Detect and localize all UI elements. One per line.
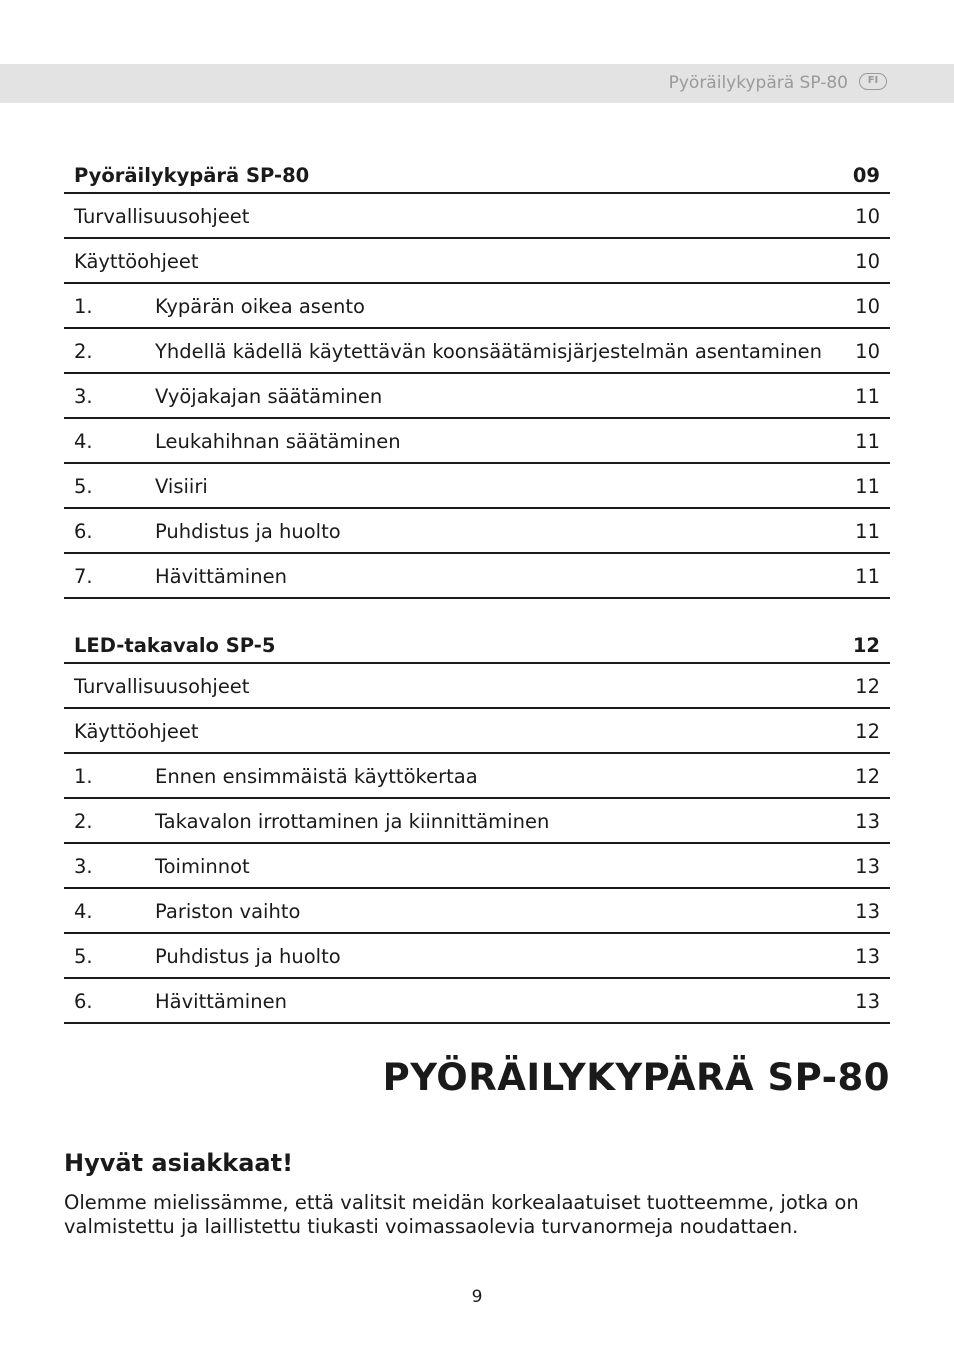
toc-entry[interactable] [64,509,890,554]
toc-entry-number: 7. [74,565,93,588]
toc-entry-title: Leukahihnan säätäminen [155,430,401,453]
toc-entry-title: Pariston vaihto [155,900,301,923]
toc-section-heading[interactable] [64,160,890,194]
greeting-heading: Hyvät asiakkaat! [64,1149,294,1177]
page-title: PYÖRÄILYKYPÄRÄ SP-80 [382,1056,890,1099]
toc-entry[interactable] [64,754,890,799]
toc-entry[interactable] [64,934,890,979]
toc-entry-title: Turvallisuusohjeet [74,675,250,698]
toc-entry-title: Kypärän oikea asento [155,295,365,318]
toc-entry-title: Hävittäminen [155,990,287,1013]
language-badge: FI [859,73,887,90]
toc-section-taillight [64,630,890,1024]
toc-section-heading[interactable] [64,630,890,664]
toc-page-number: 10 [855,295,880,318]
toc-entry-title: Visiiri [155,475,208,498]
toc-entry-title: Takavalon irrottaminen ja kiinnittäminen [155,810,550,833]
toc-entry-number: 6. [74,520,93,543]
toc-entry-number: 6. [74,990,93,1013]
toc-entry-number: 3. [74,855,93,878]
toc-entry-title: Käyttöohjeet [74,720,199,743]
toc-page-number: 13 [855,945,880,968]
toc-entry[interactable] [64,419,890,464]
toc-entry-title: Yhdellä kädellä käytettävän koonsäätämisjärjestelmän asentaminen [155,340,823,363]
toc-page-number: 11 [855,385,880,408]
toc-entry[interactable] [64,374,890,419]
toc-page-number: 13 [855,990,880,1013]
toc-entry[interactable] [64,844,890,889]
toc-page-number: 11 [855,565,880,588]
toc-entry[interactable] [64,284,890,329]
toc-page-number: 10 [855,250,880,273]
intro-paragraph: Olemme mielissämme, että valitsit meidän korkealaatuiset tuotteemme, jotka on valmistettu ja laillistettu tiukasti voimassaolevia turvanormeja noudattaen. [64,1191,859,1238]
toc-page-number: 12 [855,675,880,698]
toc-entry-title: Käyttöohjeet [74,250,199,273]
toc-page-number: 13 [855,900,880,923]
toc-entry[interactable] [64,799,890,844]
toc-section-helmet [64,160,890,599]
toc-entry-number: 2. [74,340,93,363]
toc-entry-number: 1. [74,295,93,318]
toc-entry[interactable] [64,239,890,284]
toc-entry-title: Hävittäminen [155,565,287,588]
toc-page-number: 12 [852,634,880,657]
toc-entry-title: Puhdistus ja huolto [155,945,341,968]
toc-page-number: 09 [852,164,880,187]
toc-entry-title: Ennen ensimmäistä käyttökertaa [155,765,478,788]
toc-entry-number: 4. [74,900,93,923]
toc-entry-number: 2. [74,810,93,833]
toc-page-number: 12 [855,720,880,743]
page-number: 9 [471,1287,483,1307]
toc-page-number: 10 [855,340,880,363]
toc-section-title: Pyöräilykypärä SP-80 [74,164,310,187]
toc-section-title: LED-takavalo SP-5 [74,634,276,657]
toc-entry[interactable] [64,194,890,239]
toc-entry[interactable] [64,979,890,1024]
toc-entry[interactable] [64,664,890,709]
toc-entry-title: Turvallisuusohjeet [74,205,250,228]
toc-entry-title: Vyöjakajan säätäminen [155,385,383,408]
toc-page-number: 11 [855,520,880,543]
toc-entry-number: 3. [74,385,93,408]
toc-entry-title: Puhdistus ja huolto [155,520,341,543]
toc-page-number: 13 [855,810,880,833]
toc-page-number: 11 [855,430,880,453]
toc-page-number: 11 [855,475,880,498]
toc-entry-title: Toiminnot [155,855,250,878]
toc-page-number: 12 [855,765,880,788]
toc-entry-number: 5. [74,475,93,498]
toc-entry[interactable] [64,329,890,374]
toc-entry-number: 4. [74,430,93,453]
toc-entry[interactable] [64,554,890,599]
toc-entry-number: 5. [74,945,93,968]
toc-page-number: 13 [855,855,880,878]
toc-entry-number: 1. [74,765,93,788]
toc-entry[interactable] [64,709,890,754]
running-title: Pyöräilykypärä SP-80 [668,73,848,93]
toc-entry[interactable] [64,464,890,509]
toc-entry[interactable] [64,889,890,934]
toc-page-number: 10 [855,205,880,228]
